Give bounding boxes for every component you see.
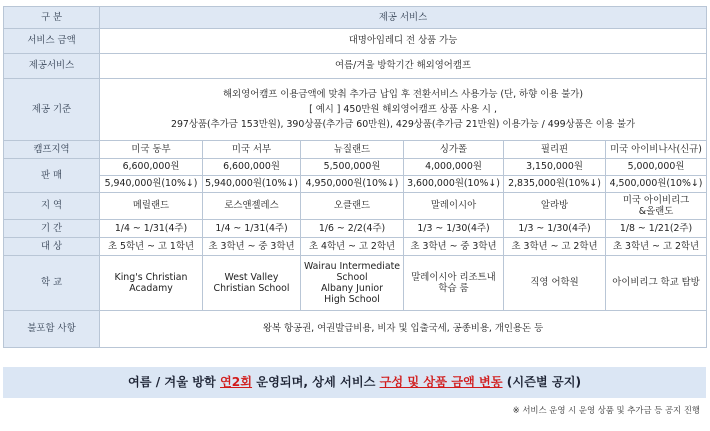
price-cell: 6,600,000원 <box>203 159 301 176</box>
period-cell: 1/6 ~ 2/2(4주) <box>301 220 404 238</box>
excluded-value: 왕복 항공권, 여권발급비용, 비자 및 입출국세, 공종비용, 개인용돈 등 <box>100 311 707 348</box>
school-cell: King's Christian Acadamy <box>100 256 203 311</box>
school-cell: 아이비리그 학교 탐방 <box>606 256 707 311</box>
location-cell: 메릴랜드 <box>100 193 203 220</box>
target-cell: 초 4학년 ~ 고 2학년 <box>301 238 404 256</box>
school-cell: Wairau Intermediate School Albany Junior High School <box>301 256 404 311</box>
notice-text: 운영되며, 상세 서비스 <box>252 375 380 389</box>
target-label: 대 상 <box>4 238 100 256</box>
location-cell: 알라방 <box>504 193 606 220</box>
price-cell: 4,000,000원 <box>404 159 504 176</box>
discount-price-cell: 4,950,000원(10%↓) <box>301 176 404 193</box>
location-label: 지 역 <box>4 193 100 220</box>
service-label: 제공서비스 <box>4 54 100 79</box>
excluded-label: 불포함 사항 <box>4 311 100 348</box>
header-value: 제공 서비스 <box>100 7 707 29</box>
criteria-line: 해외영어캠프 이용금액에 맞춰 추가금 납입 후 전환서비스 사용가능 (단, 하향 이용 불가) <box>222 88 584 100</box>
period-cell: 1/4 ~ 1/31(4주) <box>203 220 301 238</box>
table-row <box>4 159 707 176</box>
service-value: 여름/겨울 방학기간 해외영어캠프 <box>100 54 707 79</box>
discount-price-cell: 2,835,000원(10%↓) <box>504 176 606 193</box>
criteria-value <box>100 79 707 141</box>
school-cell: West Valley Christian School <box>203 256 301 311</box>
table-row <box>4 256 707 311</box>
footnote: ※ 서비스 운영 시 운영 상품 및 추가금 등 공지 진행 <box>512 405 700 415</box>
target-cell: 초 3학년 ~ 중 3학년 <box>404 238 504 256</box>
discount-price-cell: 5,940,000원(10%↓) <box>203 176 301 193</box>
region-cell: 미국 서부 <box>203 141 301 159</box>
discount-price-cell: 4,500,000원(10%↓) <box>606 176 707 193</box>
price-cell: 6,600,000원 <box>100 159 203 176</box>
table-row <box>4 220 707 238</box>
header-label: 구 분 <box>4 7 100 29</box>
table-row <box>4 141 707 159</box>
notice-highlight: 구성 및 상품 금액 변동 <box>379 375 503 389</box>
location-cell: 미국 아이비리그 &올랜도 <box>606 193 707 220</box>
price-cell: 5,000,000원 <box>606 159 707 176</box>
region-cell: 싱가폴 <box>404 141 504 159</box>
price-label: 판 매 <box>4 159 100 193</box>
criteria-line: 297상품(추가금 153만원), 390상품(추가금 60만원), 429상품(추가금 21만원) 이용가능 / 499상품은 이용 불가 <box>171 119 635 131</box>
period-cell: 1/3 ~ 1/30(4주) <box>504 220 606 238</box>
target-cell: 초 5학년 ~ 고 1학년 <box>100 238 203 256</box>
table-row <box>4 193 707 220</box>
table-row <box>4 79 707 141</box>
table-row <box>4 311 707 348</box>
school-cell: 직영 어학원 <box>504 256 606 311</box>
period-label: 기 간 <box>4 220 100 238</box>
notice-text: 여름 / 겨울 방학 <box>127 375 221 389</box>
table-row <box>4 176 707 193</box>
school-cell: 말레이시아 리조트내 학습 룸 <box>404 256 504 311</box>
region-cell: 뉴질랜드 <box>301 141 404 159</box>
table-row <box>4 29 707 54</box>
amount-value: 대명아임레디 전 상품 가능 <box>100 29 707 54</box>
discount-price-cell: 3,600,000원(10%↓) <box>404 176 504 193</box>
notice-highlight: 연2회 <box>220 375 253 389</box>
discount-price-cell: 5,940,000원(10%↓) <box>100 176 203 193</box>
period-cell: 1/4 ~ 1/31(4주) <box>100 220 203 238</box>
location-cell: 로스앤젤레스 <box>203 193 301 220</box>
amount-label: 서비스 금액 <box>4 29 100 54</box>
criteria-line: [ 예시 ] 450만원 해외영어캠프 상품 사용 시 , <box>309 103 497 115</box>
notice-text: (시즌별 공지) <box>502 375 582 389</box>
region-label: 캠프지역 <box>4 141 100 159</box>
table-row <box>4 238 707 256</box>
location-cell: 말레이시아 <box>404 193 504 220</box>
region-cell: 미국 동부 <box>100 141 203 159</box>
criteria-label: 제공 기준 <box>4 79 100 141</box>
school-label: 학 교 <box>4 256 100 311</box>
notice-banner <box>3 367 706 398</box>
period-cell: 1/8 ~ 1/21(2주) <box>606 220 707 238</box>
table-row <box>4 54 707 79</box>
location-cell: 오클랜드 <box>301 193 404 220</box>
region-cell: 미국 아이비나사(신규) <box>606 141 707 159</box>
table-row <box>4 7 707 29</box>
target-cell: 초 3학년 ~ 중 3학년 <box>203 238 301 256</box>
price-cell: 3,150,000원 <box>504 159 606 176</box>
target-cell: 초 3학년 ~ 고 2학년 <box>606 238 707 256</box>
service-table <box>3 6 707 348</box>
price-cell: 5,500,000원 <box>301 159 404 176</box>
target-cell: 초 3학년 ~ 고 2학년 <box>504 238 606 256</box>
period-cell: 1/3 ~ 1/30(4주) <box>404 220 504 238</box>
region-cell: 필리핀 <box>504 141 606 159</box>
